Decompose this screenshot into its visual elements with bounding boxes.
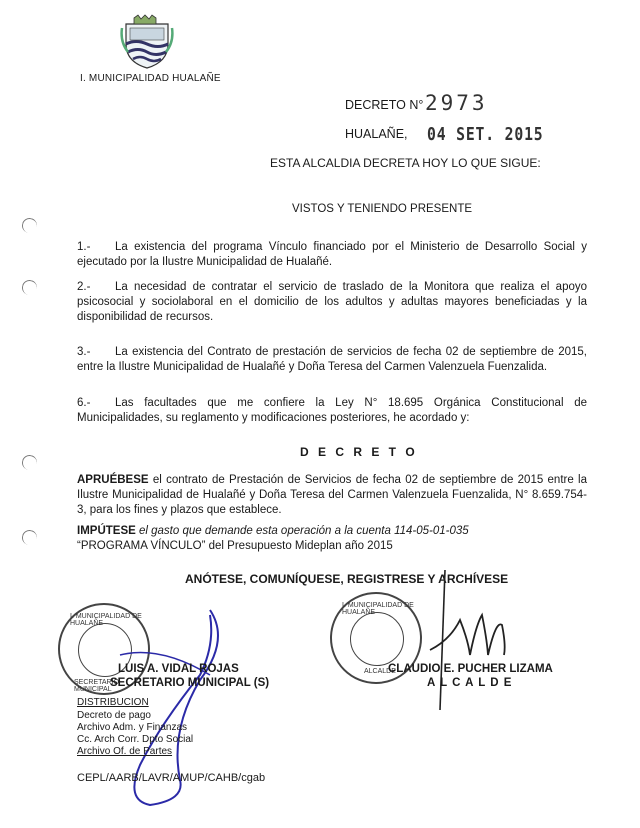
considerando-3: 3.- La existencia del Contrato de prestación de servicios de fecha 02 de septiembre de 2015, entre la Ilustre Municipalidad de Hualañé y Doña Teresa del Carmen Valenzuela Fuenzalida. <box>77 346 587 373</box>
place-label: HUALAÑE, <box>345 127 408 141</box>
municipal-crest-icon <box>120 14 174 70</box>
resolution-apruebese: APRUÉBESE el contrato de Prestación de Servicios de fecha 02 de septiembre de 2015 entre la Ilustre Municipalidad de Hualañé y Doña Teresa del Carmen Valenzuela Fuenzalida, N° 8.659.754-3, para los fines y plazos que establece. <box>77 474 587 516</box>
mayor-title: A L C A L D E <box>427 677 513 689</box>
decreto-title: D E C R E T O <box>300 445 418 459</box>
punch-hole-mark <box>21 454 38 471</box>
decree-number: 2973 <box>425 91 488 115</box>
distribution-item: Archivo Of. de Partes <box>77 746 173 757</box>
punch-hole-mark <box>21 529 38 546</box>
date-stamp: 04 SET. 2015 <box>427 124 544 145</box>
secretary-name: LUIS A. VIDAL ROJAS <box>118 663 239 675</box>
decree-label: DECRETO N° <box>345 98 424 112</box>
resolution-imputese: IMPÚTESE el gasto que demande esta operación a la cuenta 114-05-01-035 “PROGRAMA VÍNCULO” del Presupuesto Mideplan año 2015 <box>77 525 469 552</box>
mayor-name: CLAUDIO E. PUCHER LIZAMA <box>388 663 553 675</box>
initials-line: CEPL/AARB/LAVR/AMUP/CAHB/cgab <box>77 772 266 784</box>
considerando-1: 1.- La existencia del programa Vínculo financiado por el Ministerio de Desarrollo Social y ejecutado por la Ilustre Municipalidad de Hualañé. <box>77 241 587 268</box>
considerando-2: 2.- La necesidad de contratar el servicio de traslado de la Monitora que realiza el apoyo psicosocial y sociolaboral en el domicilio de los adultos y adultas mayores beneficiadas y la disponibilidad de recursos. <box>77 281 587 323</box>
punch-hole-mark <box>21 279 38 296</box>
considerando-6: 6.- Las facultades que me confiere la Ley N° 18.695 Orgánica Constitucional de Municipalidades, su reglamento y modificaciones posteriores, he acordado y: <box>77 397 587 424</box>
distribution-item: Cc. Arch Corr. Dpto Social <box>77 734 194 745</box>
distribution-item: Archivo Adm. y Finanzas <box>77 722 188 733</box>
mayor-signature <box>420 570 540 720</box>
closing-formula: ANÓTESE, COMUNÍQUESE, REGISTRESE Y ARCHÍVESE <box>185 572 509 586</box>
municipality-name: I. MUNICIPALIDAD HUALAÑE <box>80 73 221 84</box>
distribution-title: DISTRIBUCION <box>77 697 149 708</box>
mayor-seal: I. MUNICIPALIDAD DE HUALAÑE ALCALDE <box>330 592 422 684</box>
punch-hole-mark <box>21 217 38 234</box>
secretary-title: SECRETARIO MUNICIPAL (S) <box>110 677 270 689</box>
vistos-title: VISTOS Y TENIENDO PRESENTE <box>292 203 473 215</box>
alcaldia-statement: ESTA ALCALDIA DECRETA HOY LO QUE SIGUE: <box>270 156 541 170</box>
secretary-seal: I. MUNICIPALIDAD DE HUALAÑE SECRETARIO MUNICIPAL <box>58 603 150 695</box>
distribution-item: Decreto de pago <box>77 710 151 721</box>
